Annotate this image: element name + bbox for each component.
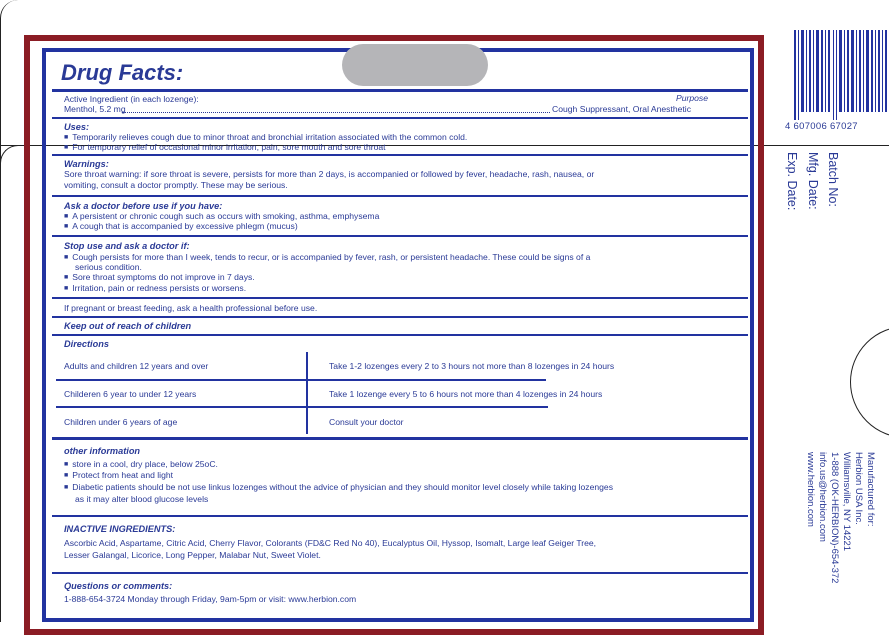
rule-after-warnings	[52, 195, 748, 197]
other-info-item: ■ store in a cool, dry place, below 25oC.	[64, 459, 218, 471]
barcode	[788, 30, 889, 120]
rule-after-directions	[52, 437, 748, 440]
barcode-number: 4 607006 67027	[785, 121, 858, 132]
company-phone: 1-888 (OK-HERBION)-654-372	[829, 452, 840, 584]
active-ingredient-value: Menthol, 5.2 mg	[64, 104, 126, 114]
stop-use-item-1-cont: serious condition.	[75, 262, 142, 272]
stop-use-item-3: ■ Irritation, pain or redness persists or worsens.	[64, 283, 246, 295]
active-ingredient-label: Active Ingredient (in each lozenge):	[64, 94, 199, 104]
directions-who: Children under 6 years of age	[64, 417, 178, 427]
directions-who: Childeren 6 year to under 12 years	[64, 389, 197, 399]
rule-after-inactive	[52, 572, 748, 574]
mfg-date-label: Mfg. Date:	[806, 152, 820, 210]
directions-dose: Take 1 lozenge every 5 to 6 hours not more than 4 lozenges in 24 hours	[329, 389, 603, 399]
dieline-left-top	[0, 0, 21, 30]
directions-dose: Consult your doctor	[329, 417, 404, 427]
warnings-text-1: Sore throat warning: if sore throat is severe, persists for more than 2 days, is accompanied or followed by fever, headache, rash, nausea, or	[64, 169, 595, 179]
directions-row-rule	[56, 406, 308, 408]
company-name: Herbion USA Inc.	[853, 452, 864, 525]
inactive-heading: INACTIVE INGREDIENTS:	[64, 524, 176, 534]
uses-item: ■ For temporary relief of occasional minor irritation, pain, sore mouth and sore throat	[64, 142, 386, 154]
directions-row-rule	[306, 406, 548, 408]
other-info-item: ■ Protect from heat and light	[64, 470, 173, 482]
pregnant-text: If pregnant or breast feeding, ask a health professional before use.	[64, 303, 318, 313]
company-website: www.herbion.com	[805, 452, 816, 527]
warnings-text-2: vomiting, consult a doctor promptly. These may be serious.	[64, 180, 288, 190]
title-rule	[52, 89, 748, 92]
other-info-item-cont: as it may alter blood glucose levels	[75, 494, 209, 504]
keep-out-heading: Keep out of reach of children	[64, 321, 192, 331]
warnings-heading: Warnings:	[64, 159, 109, 169]
inactive-text-1: Ascorbic Acid, Aspartame, Citric Acid, Cherry Flavor, Colorants (FD&C Red No 40), Eucalyptus Oil, Hyssop, Isomalt, Large leaf Geiger Tree,	[64, 538, 597, 548]
directions-divider	[306, 352, 308, 434]
company-city: Williamsville, NY 14221	[841, 452, 852, 552]
rule-after-uses	[52, 154, 748, 156]
dieline-left-tab	[0, 145, 23, 166]
directions-dose: Take 1-2 lozenges every 2 to 3 hours not more than 8 lozenges in 24 hours	[329, 361, 615, 371]
rule-after-keep-out	[52, 334, 748, 336]
stop-use-item-2: ■ Sore throat symptoms do not improve in 7 days.	[64, 272, 255, 284]
manufactured-for-label: Manufactured for:	[865, 452, 876, 527]
uses-heading: Uses:	[64, 122, 90, 132]
directions-heading: Directions	[64, 339, 109, 349]
company-email: info.us@herbion.com	[817, 452, 828, 542]
rule-after-ask-doctor	[52, 235, 748, 237]
directions-row-rule	[56, 379, 308, 381]
inactive-text-2: Lesser Galangal, Licorice, Long Pepper, Malabar Nut, Sweet Violet.	[64, 550, 321, 560]
rule-after-stop-use	[52, 297, 748, 299]
other-info-heading: other information	[64, 446, 141, 456]
directions-who: Adults and children 12 years and over	[64, 361, 209, 371]
rule-after-other	[52, 515, 748, 517]
stop-use-heading: Stop use and ask a doctor if:	[64, 241, 190, 251]
gray-tab-shape	[342, 44, 488, 86]
active-ingredient-purpose: Cough Suppressant, Oral Anesthetic	[552, 104, 692, 114]
questions-text: 1-888-654-3724 Monday through Friday, 9am-5pm or visit: www.herbion.com	[64, 594, 357, 604]
batch-no-label: Batch No:	[826, 152, 840, 207]
uses-item: ■ Temporarily relieves cough due to minor throat and bronchial irritation associated with the common cold.	[64, 132, 467, 144]
purpose-label: Purpose	[676, 93, 709, 103]
dieline-left	[0, 30, 2, 622]
leader-dots	[122, 106, 550, 113]
questions-heading: Questions or comments:	[64, 581, 173, 591]
other-info-item: ■ Diabetic patients should be not use linkus lozenges without the advice of physician and they should monitor level closely while taking lozenges	[64, 482, 613, 494]
directions-row-rule	[306, 379, 546, 381]
dieline-circle	[850, 326, 889, 438]
stop-use-item-1: ■ Cough persists for more than I week, tends to recur, or is accompanied by fever, rash, or persistent headache. These could be signs of a	[64, 252, 590, 264]
rule-after-active	[52, 117, 748, 119]
ask-doctor-heading: Ask a doctor before use if you have:	[64, 201, 223, 211]
drug-facts-title: Drug Facts:	[61, 60, 184, 85]
exp-date-label: Exp. Date:	[785, 152, 799, 211]
ask-doctor-item: ■ A cough that is accompanied by excessive phlegm (mucus)	[64, 221, 298, 233]
ask-doctor-item: ■ A persistent or chronic cough such as occurs with smoking, asthma, emphysema	[64, 211, 379, 223]
rule-after-pregnant	[52, 316, 748, 318]
